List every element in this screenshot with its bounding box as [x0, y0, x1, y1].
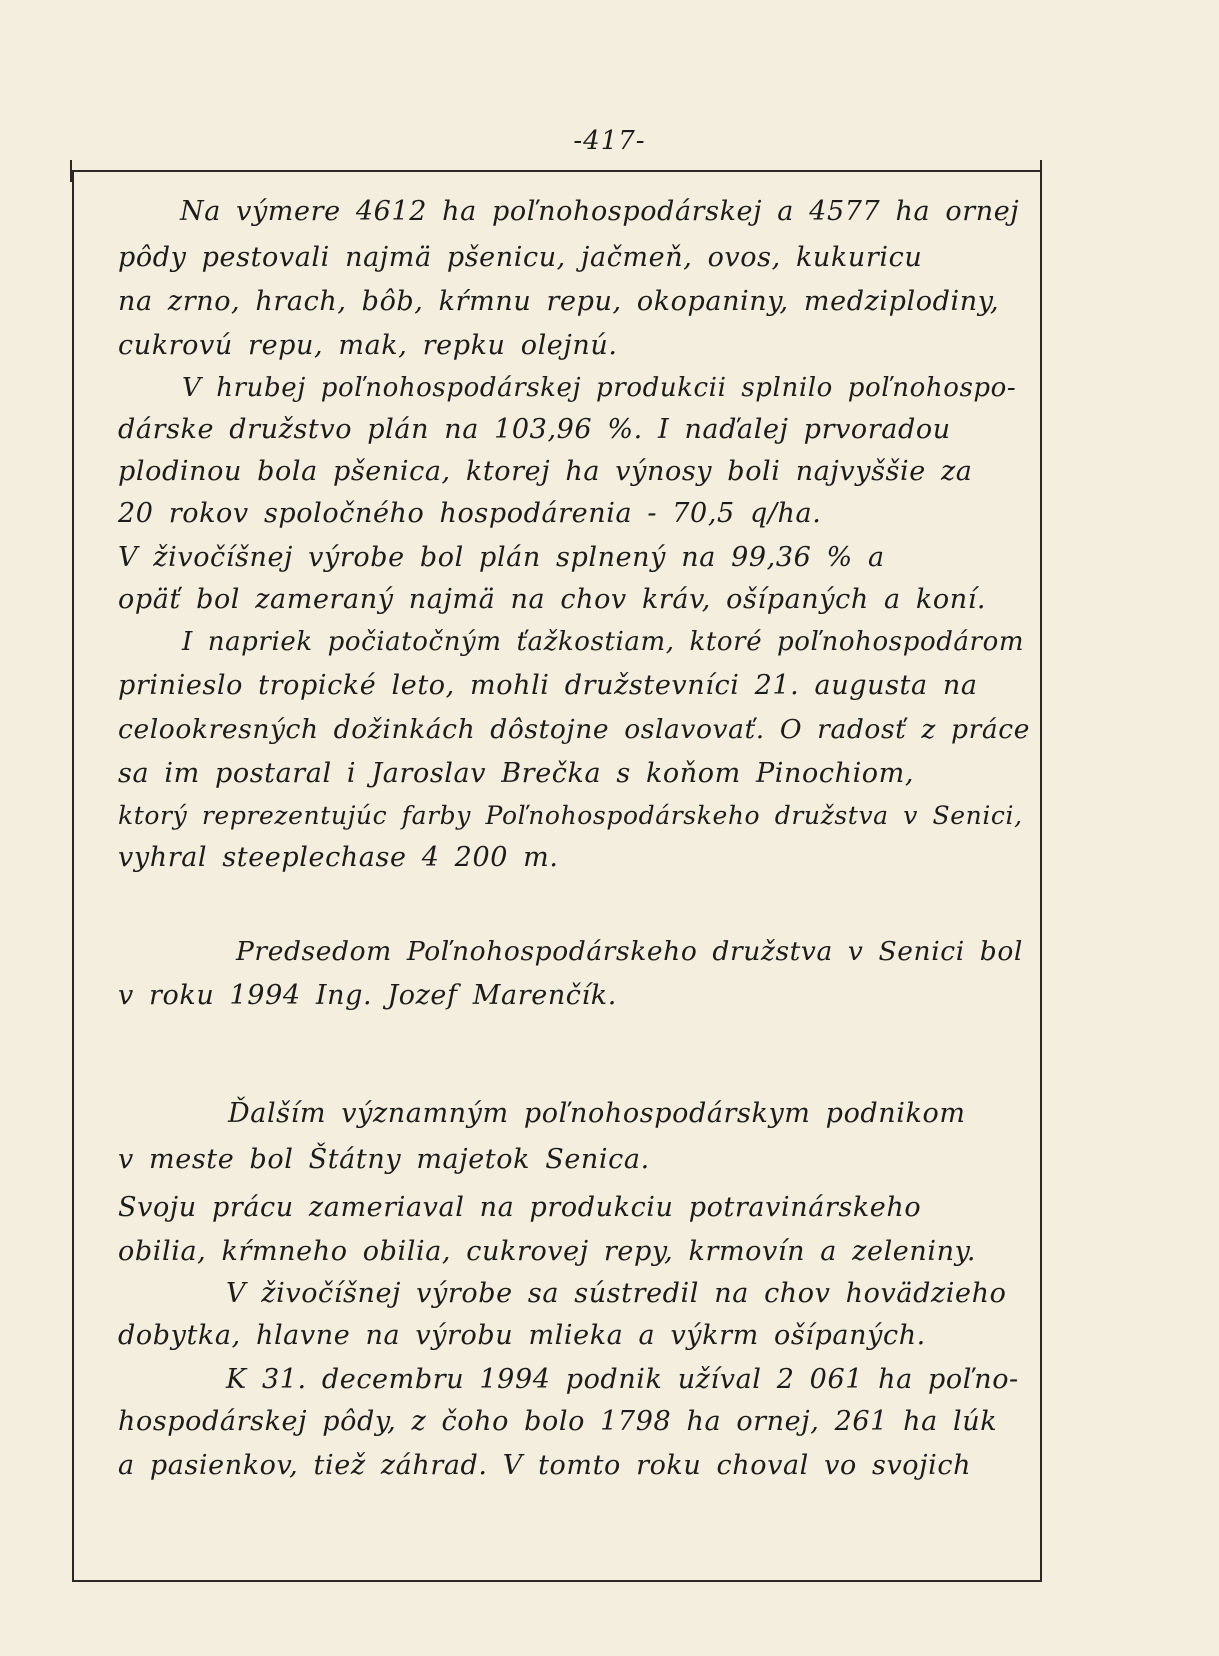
text-line: na zrno, hrach, bôb, kŕmnu repu, okopaniny, medziplodiny, [118, 286, 1000, 317]
page-number: -417- [573, 126, 646, 156]
text-line: Predsedom Poľnohospodárskeho družstva v Senici bol [236, 936, 1024, 967]
text-line: plodinou bola pšenica, ktorej ha výnosy boli najvyššie za [118, 456, 973, 487]
text-line: celookresných dožinkách dôstojne oslavovať. O radosť z práce [118, 714, 1030, 745]
text-line: obilia, kŕmneho obilia, cukrovej repy, krmovín a zeleniny. [118, 1236, 977, 1267]
text-line: dárske družstvo plán na 103,96 %. I naďalej prvoradou [118, 414, 951, 445]
text-line: Na výmere 4612 ha poľnohospodárskej a 4577 ha ornej [180, 196, 1020, 227]
text-line: prinieslo tropické leto, mohli družstevníci 21. augusta na [118, 670, 978, 701]
text-line: I napriek počiatočným ťažkostiam, ktoré poľnohospodárom [182, 627, 1025, 657]
text-line: K 31. decembru 1994 podnik užíval 2 061 ha poľno- [226, 1364, 1019, 1395]
text-line: cukrovú repu, mak, repku olejnú. [118, 330, 618, 361]
text-line: pôdy pestovali najmä pšenicu, jačmeň, ovos, kukuricu [118, 242, 923, 273]
text-line: v roku 1994 Ing. Jozef Marenčík. [118, 980, 617, 1011]
text-line: Ďalším významným poľnohospodárskym podnikom [228, 1098, 966, 1129]
text-line: v meste bol Štátny majetok Senica. [118, 1144, 650, 1175]
text-line: 20 rokov spoločného hospodárenia - 70,5 q/ha. [118, 498, 822, 529]
text-line: Svoju prácu zameriaval na produkciu potravinárskeho [118, 1192, 922, 1223]
text-line: V živočíšnej výrobe bol plán splnený na 99,36 % a [118, 542, 885, 573]
text-line: sa im postaral i Jaroslav Brečka s koňom Pinochiom, [118, 758, 915, 789]
text-line: V živočíšnej výrobe sa sústredil na chov hovädzieho [226, 1278, 1007, 1309]
text-line: hospodárskej pôdy, z čoho bolo 1798 ha ornej, 261 ha lúk [118, 1406, 998, 1437]
text-line: vyhral steeplechase 4 200 m. [118, 842, 559, 873]
text-line: dobytka, hlavne na výrobu mlieka a výkrm ošípaných. [118, 1320, 926, 1351]
text-line: opäť bol zameraný najmä na chov kráv, ošípaných a koní. [118, 584, 987, 615]
text-line: ktorý reprezentujúc farby Poľnohospodárskeho družstva v Senici, [118, 801, 1023, 830]
text-line: V hrubej poľnohospodárskej produkcii splnilo poľnohospo- [182, 373, 1017, 403]
text-line: a pasienkov, tiež záhrad. V tomto roku choval vo svojich [118, 1450, 972, 1481]
